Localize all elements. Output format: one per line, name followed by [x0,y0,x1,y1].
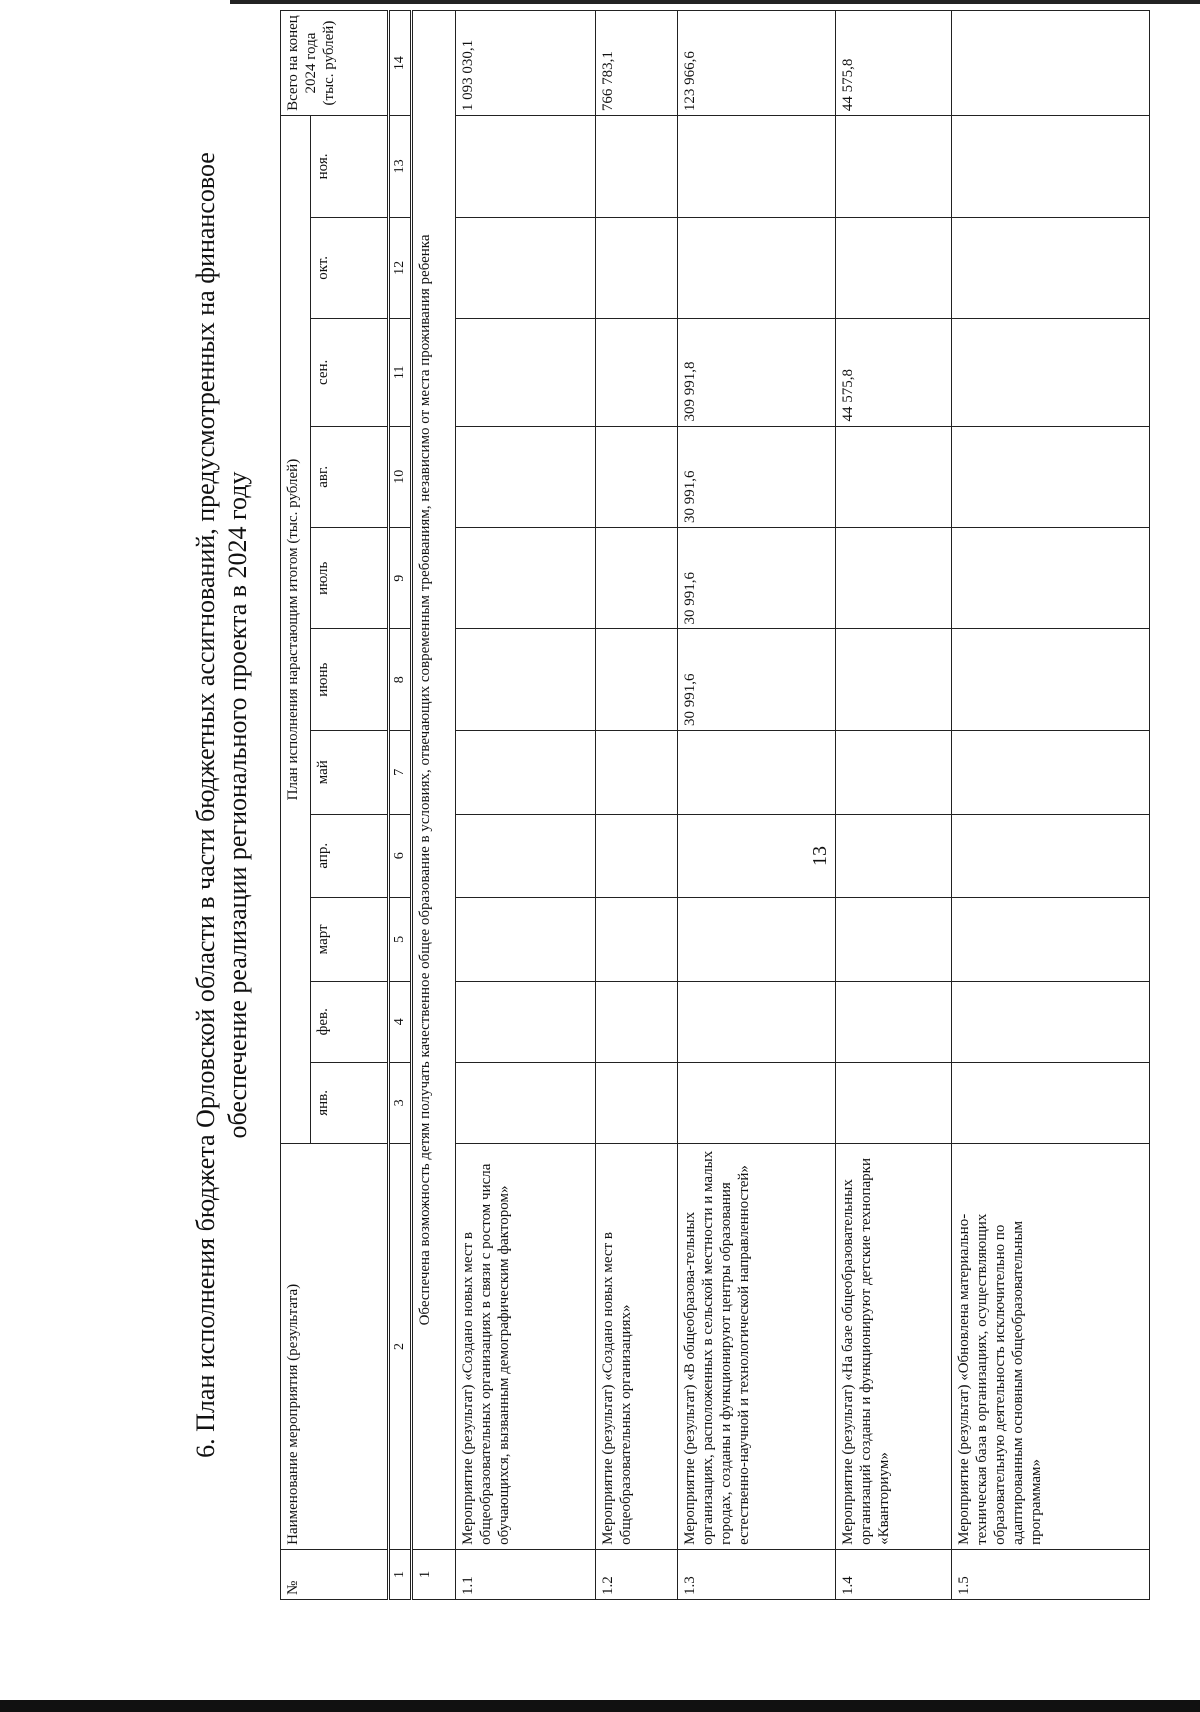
row-no: 1.4 [836,1549,952,1599]
row-no: 1.1 [456,1549,596,1599]
row-month-value [952,319,1150,426]
row-month-value [678,981,836,1062]
row-month-value [596,814,678,898]
row-month-value [836,426,952,527]
column-number: 7 [389,730,412,814]
column-number: 6 [389,814,412,898]
column-number: 11 [389,319,412,426]
header-month: май [311,730,389,814]
row-month-value [836,116,952,218]
row-month-value [456,217,596,318]
row-month-value [456,814,596,898]
row-month-value [678,814,836,898]
row-total [952,11,1150,116]
column-number-row [389,11,412,1600]
column-number: 1 [389,1549,412,1599]
column-number: 4 [389,981,412,1062]
row-month-value [836,1062,952,1143]
header-row-1 [281,11,311,1600]
column-number: 13 [389,116,412,218]
title-line-1: 6. План исполнения бюджета Орловской области в части бюджетных ассигнований, предусмотренных на финансовое [191,152,220,1458]
row-name: Мероприятие (результат) «В общеобразова-тельных организациях, расположенных в сельской местности и малых городах, созданы и функционируют центры образования естественно-научной и технологической направленностей» [678,1143,836,1549]
header-month: авг. [311,426,389,527]
header-month: апр. [311,814,389,898]
goal-row [412,11,456,1600]
row-month-value [952,629,1150,730]
column-number: 5 [389,898,412,982]
table-row [456,11,596,1600]
row-total: 44 575,8 [836,11,952,116]
top-rule [230,0,1200,4]
row-month-value [952,116,1150,218]
column-number: 9 [389,528,412,629]
row-month-value [596,319,678,426]
header-month: окт. [311,217,389,318]
row-month-value: 44 575,8 [836,319,952,426]
row-month-value [456,898,596,982]
row-month-value [456,981,596,1062]
row-month-value [596,981,678,1062]
row-month-value [596,629,678,730]
row-no: 1.5 [952,1549,1150,1599]
row-no: 1.2 [596,1549,678,1599]
column-number: 3 [389,1062,412,1143]
table-row [836,11,952,1600]
row-month-value [952,898,1150,982]
table-row [952,11,1150,1600]
row-month-value [836,217,952,318]
row-total: 123 966,6 [678,11,836,116]
header-total: Всего на конец 2024 года (тыс. рублей) [281,11,389,116]
row-name: Мероприятие (результат) «На базе общеобразовательных организаций созданы и функционируют детские технопарки «Кванториум» [836,1143,952,1549]
header-month: янв. [311,1062,389,1143]
goal-no: 1 [412,1549,456,1599]
row-month-value: 309 991,8 [678,319,836,426]
row-month-value [596,898,678,982]
row-month-value [596,1062,678,1143]
row-month-value [952,814,1150,898]
row-month-value [952,528,1150,629]
row-month-value [678,217,836,318]
header-month: июнь [311,629,389,730]
title-line-2: обеспечение реализации регионального проекта в 2024 году [223,471,252,1139]
row-total: 1 093 030,1 [456,11,596,116]
row-month-value [596,730,678,814]
header-plan-group: План исполнения нарастающим итогом (тыс. рублей) [281,116,311,1144]
column-number: 10 [389,426,412,527]
row-no: 1.3 [678,1549,836,1599]
row-month-value [836,898,952,982]
row-month-value [456,319,596,426]
row-month-value: 30 991,6 [678,528,836,629]
column-number: 8 [389,629,412,730]
row-month-value [596,217,678,318]
row-month-value [952,426,1150,527]
row-month-value [456,528,596,629]
document-title [190,10,254,1600]
page-number: 13 [809,846,831,866]
row-month-value [678,730,836,814]
row-month-value [952,1062,1150,1143]
row-total: 766 783,1 [596,11,678,116]
row-month-value [456,116,596,218]
row-month-value [836,814,952,898]
column-number: 2 [389,1143,412,1549]
header-month: фев. [311,981,389,1062]
row-name: Мероприятие (результат) «Обновлена материально-техническая база в организациях, осуществляющих образовательную деятельность исключительно по адаптированным основным общеобразовательным программам» [952,1143,1150,1549]
row-month-value [456,730,596,814]
row-month-value [678,898,836,982]
row-month-value [456,1062,596,1143]
header-month: сен. [311,319,389,426]
column-number: 14 [389,11,412,116]
row-month-value: 30 991,6 [678,426,836,527]
header-name: Наименование мероприятия (результата) [281,1143,389,1549]
rotated-page-content [190,10,1150,1600]
row-month-value [596,426,678,527]
row-month-value [952,981,1150,1062]
bottom-scan-edge [0,1700,1200,1712]
row-month-value [678,1062,836,1143]
row-month-value [952,730,1150,814]
row-month-value [596,116,678,218]
header-month: ноя. [311,116,389,218]
row-month-value [836,730,952,814]
row-month-value [836,528,952,629]
header-no: № [281,1549,389,1599]
row-name: Мероприятие (результат) «Создано новых мест в общеобразовательных организациях» [596,1143,678,1549]
row-month-value [836,629,952,730]
table-row [678,11,836,1600]
row-name: Мероприятие (результат) «Создано новых мест в общеобразовательных организациях в связи с ростом числа обучающихся, вызванным демографическим фактором» [456,1143,596,1549]
goal-text: Обеспечена возможность детям получать качественное общее образование в условиях, отвечающих современным требованиям, независимо от места проживания ребенка [412,11,456,1550]
header-month: июль [311,528,389,629]
table-row [596,11,678,1600]
budget-plan-table [280,10,1150,1600]
row-month-value [836,981,952,1062]
row-month-value [456,629,596,730]
header-month: март [311,898,389,982]
row-month-value [456,426,596,527]
row-month-value [596,528,678,629]
row-month-value: 30 991,6 [678,629,836,730]
column-number: 12 [389,217,412,318]
row-month-value [678,116,836,218]
row-month-value [952,217,1150,318]
